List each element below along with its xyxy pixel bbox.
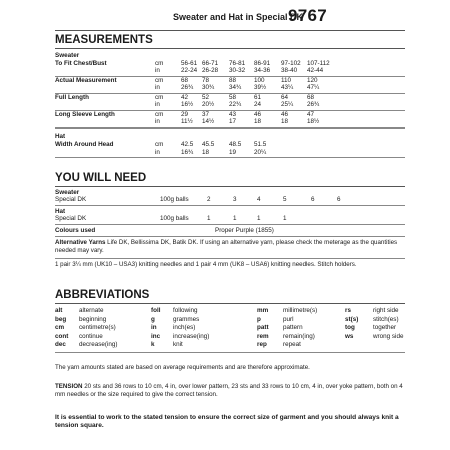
abbreviation-meaning: knit: [173, 341, 183, 349]
measurement-value: 78: [202, 76, 210, 84]
measurement-label: Hat: [55, 133, 66, 141]
abbreviation-meaning: following: [173, 307, 198, 314]
measurement-value: 56-61: [181, 59, 198, 67]
alt-rule: [55, 258, 405, 259]
abbreviation-term: alt: [55, 307, 63, 314]
abbreviation-term: ws: [345, 332, 354, 340]
sweater-quantity: 5: [283, 196, 287, 203]
abbreviation-meaning: remain(ing): [283, 332, 315, 340]
abbreviation-meaning: alternate: [79, 307, 104, 314]
measurement-unit: in: [155, 118, 160, 126]
sweater-quantity: 2: [207, 196, 211, 203]
measurement-unit: in: [155, 148, 160, 156]
measurements-rule: [55, 48, 405, 49]
abbreviation-meaning: grammes: [173, 315, 200, 323]
sweater-quantity: 6: [311, 196, 315, 203]
measurement-value: 48.5: [229, 141, 242, 148]
measurement-value: 16¾: [181, 148, 194, 156]
abbreviation-term: p: [257, 315, 261, 323]
abbreviation-meaning: wrong side: [373, 332, 404, 340]
measurement-value: 22-24: [181, 67, 198, 75]
measurement-value: 42: [181, 93, 189, 101]
measurement-value: 24: [254, 101, 262, 109]
measurement-value: 29: [181, 110, 189, 118]
abbreviation-term: st(s): [345, 315, 359, 323]
measurement-value: 14½: [202, 118, 215, 126]
measurement-value: 66-71: [202, 59, 219, 67]
needles-text: 1 pair 3¼ mm (UK10 – USA3) knitting needles and 1 pair 4 mm (UK8 – USA6) knitting needles. Stitch holders.: [55, 261, 357, 268]
tension-label: TENSION: [55, 383, 83, 390]
measurement-value: 16½: [181, 101, 194, 109]
measurement-value: 26-28: [202, 67, 219, 75]
alt-yarns-label: Alternative Yarns: [55, 239, 106, 246]
hat-quantity: 1: [207, 215, 211, 222]
hat-quantity: 1: [283, 215, 287, 222]
measurement-unit: cm: [155, 110, 164, 118]
measurement-value: 17: [229, 118, 237, 126]
measurement-value: 37: [202, 110, 210, 118]
sweater-label: Sweater: [55, 189, 80, 196]
measurement-value: 88: [229, 76, 237, 84]
abbreviation-meaning: repeat: [283, 341, 301, 349]
measurement-value: 25¼: [281, 101, 294, 109]
measurement-value: 42.5: [181, 141, 194, 148]
abbreviation-meaning: beginning: [79, 315, 107, 323]
abbreviation-term: beg: [55, 315, 67, 323]
measurement-value: 30¾: [202, 84, 215, 92]
measurements-heading: MEASUREMENTS: [55, 34, 153, 46]
abbreviation-meaning: pattern: [283, 324, 303, 332]
measurement-value: 97-102: [281, 59, 301, 67]
alt-yarns-text: Life DK, Bellissima DK, Batik DK. If using an alternative yarn, please check the meterage as the quantities needed may vary.: [55, 239, 398, 255]
pattern-title: Sweater and Hat in Special DK: [173, 12, 304, 22]
you-will-need-heading: YOU WILL NEED: [55, 172, 147, 184]
abbreviation-term: in: [151, 324, 157, 332]
measurement-value: 51.5: [254, 141, 267, 148]
measurement-value: 19: [229, 148, 237, 156]
measurement-label: To Fit Chest/Bust: [55, 59, 107, 67]
measurement-value: 34-36: [254, 67, 271, 75]
measurement-value: 68: [307, 93, 315, 101]
abbreviation-term: mm: [257, 307, 269, 314]
measurement-label: Sweater: [55, 52, 80, 59]
measurement-value: 110: [281, 76, 292, 84]
abbreviation-term: g: [151, 315, 155, 323]
sweater-quantity: 3: [233, 196, 237, 203]
hat-yarn: Special DK: [55, 215, 87, 222]
abbreviation-meaning: increase(ing): [173, 332, 210, 340]
abbreviation-term: patt: [257, 324, 269, 332]
abbreviation-term: foll: [151, 307, 161, 314]
measurement-value: 76-81: [229, 59, 246, 67]
abbreviation-meaning: stitch(es): [373, 315, 399, 323]
measurement-value: 38-40: [281, 67, 298, 75]
title-row: [173, 6, 403, 28]
measurement-value: 86-91: [254, 59, 271, 67]
measurement-value: 46: [281, 110, 289, 118]
colours-rule: [55, 236, 405, 237]
measurement-unit: cm: [155, 76, 164, 84]
abbreviations-rule: [55, 303, 405, 304]
measurement-value: 47¼: [307, 84, 320, 92]
abbreviation-term: tog: [345, 324, 355, 332]
measurement-value: 52: [202, 93, 210, 101]
sweater-yarn: Special DK: [55, 196, 87, 203]
hat-quantity: 1: [233, 215, 237, 222]
tension-note: [55, 383, 403, 400]
measurement-value: 22¾: [229, 101, 242, 109]
abbreviation-meaning: continue: [79, 332, 103, 340]
measurement-unit: cm: [155, 93, 164, 101]
abbreviations-heading: ABBREVIATIONS: [55, 289, 150, 301]
measurement-value: 120: [307, 76, 318, 84]
pattern-number: 9767: [288, 6, 328, 25]
abbreviation-term: rep: [257, 341, 267, 349]
abbreviations-end-rule: [55, 352, 405, 353]
measurement-value: 11½: [181, 118, 193, 126]
abbreviation-meaning: decrease(ing): [79, 341, 118, 349]
measurement-value: 39½: [254, 84, 267, 92]
abbreviation-term: rem: [257, 332, 269, 340]
sweater-rule: [55, 205, 405, 206]
abbreviation-term: cont: [55, 332, 69, 340]
sweater-quantity: 4: [257, 196, 261, 203]
abbreviation-term: dec: [55, 341, 66, 349]
measurement-value: 26¾: [307, 101, 320, 109]
measurement-value: 18: [281, 118, 289, 126]
measurement-value: 20½: [202, 101, 215, 109]
measurement-value: 46: [254, 110, 262, 118]
abbreviation-term: k: [151, 341, 155, 349]
sweater-quantity: 6: [337, 196, 341, 203]
measurement-unit: in: [155, 67, 160, 75]
measurement-row-rule: [55, 128, 405, 129]
hat-label: Hat: [55, 208, 66, 215]
measurement-label: Width Around Head: [55, 141, 114, 148]
abbreviation-term: cm: [55, 324, 65, 332]
abbreviation-meaning: right side: [373, 307, 399, 314]
measurement-value: 45.5: [202, 141, 215, 148]
sweater-unit: 100g balls: [160, 196, 189, 203]
measurement-value: 47: [307, 110, 315, 118]
measurement-value: 43¼: [281, 84, 294, 92]
abbreviation-meaning: together: [373, 324, 397, 332]
measurement-value: 64: [281, 93, 289, 101]
measurement-value: 43: [229, 110, 237, 118]
measurement-value: 18½: [307, 118, 320, 126]
measurement-value: 42-44: [307, 67, 324, 75]
measurement-label: Actual Measurement: [55, 76, 117, 84]
abbreviation-meaning: purl: [283, 315, 294, 323]
abbreviation-term: inc: [151, 332, 161, 340]
yarn-amounts-note: The yarn amounts stated are based on average requirements and are therefore approximate.: [55, 364, 310, 371]
alternative-yarns: [55, 239, 403, 256]
title-rule: [55, 30, 405, 31]
measurement-value: 61: [254, 93, 262, 101]
measurement-unit: cm: [155, 59, 164, 67]
abbreviation-meaning: centimetre(s): [79, 324, 116, 332]
essential-note: It is essential to work to the stated tension to ensure the correct size of garment and you should always knit a tension square.: [55, 414, 399, 430]
measurement-unit: in: [155, 101, 160, 109]
abbreviation-meaning: inch(es): [173, 324, 196, 332]
hat-unit: 100g balls: [160, 215, 189, 222]
measurement-end-rule: [55, 157, 405, 158]
hat-quantity: 1: [257, 215, 261, 222]
measurement-label: Full Length: [55, 93, 89, 101]
measurement-value: 18: [202, 148, 210, 156]
measurement-value: 58: [229, 93, 237, 101]
tension-text: 20 sts and 36 rows to 10 cm, 4 in, over lower pattern, 23 sts and 33 rows to 10 cm, 4 in, over yoke pattern, both on 4 mm needles or the size required to give the correct tension.: [55, 383, 403, 399]
measurement-value: 107-112: [307, 59, 330, 67]
abbreviation-term: rs: [345, 307, 351, 314]
abbreviation-meaning: millimetre(s): [283, 307, 318, 314]
measurement-value: 18: [254, 118, 262, 126]
measurement-value: 30-32: [229, 67, 246, 75]
measurement-value: 34¾: [229, 84, 242, 92]
measurement-value: 100: [254, 76, 265, 84]
colours-value: Proper Purple (1855): [215, 227, 274, 234]
hat-rule: [55, 224, 405, 225]
measurement-unit: cm: [155, 141, 164, 148]
measurement-label: Long Sleeve Length: [55, 110, 115, 118]
you-will-need-rule: [55, 186, 405, 187]
measurement-unit: in: [155, 84, 160, 92]
colours-label: Colours used: [55, 227, 96, 234]
measurement-value: 68: [181, 76, 189, 84]
measurement-value: 26¾: [181, 84, 194, 92]
pattern-sheet: [55, 0, 405, 450]
measurement-value: 20¼: [254, 148, 267, 156]
